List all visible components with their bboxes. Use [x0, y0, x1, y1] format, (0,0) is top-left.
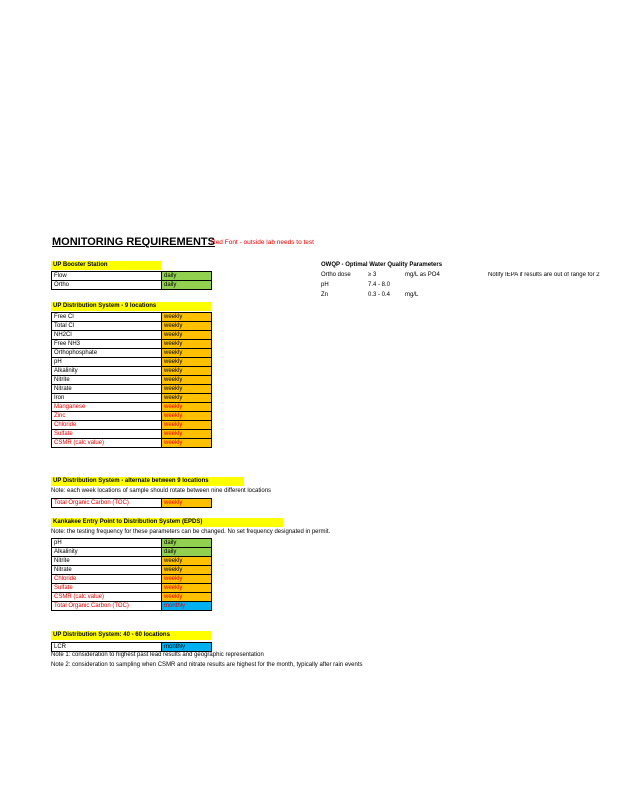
- param-cell: Nitrite: [52, 557, 162, 566]
- param-cell: Flow: [52, 272, 162, 281]
- kankakee-header: Kankakee Entry Point to Distribution System (EPDS): [51, 518, 283, 527]
- param-cell: Alkalinity: [52, 548, 162, 557]
- owqp-param: Ortho dose: [321, 272, 351, 278]
- frequency-cell: daily: [162, 281, 212, 290]
- table-row: [52, 412, 212, 421]
- frequency-cell: weekly: [162, 385, 212, 394]
- frequency-cell: weekly: [162, 575, 212, 584]
- owqp-param: Zn: [321, 292, 329, 298]
- frequency-cell: weekly: [162, 499, 212, 508]
- table-row: [52, 322, 212, 331]
- param-cell: Sulfate: [52, 430, 162, 439]
- owqp-range: 0.3 - 0.4: [368, 292, 391, 298]
- table-row: [52, 593, 212, 602]
- frequency-cell: weekly: [162, 430, 212, 439]
- owqp-notify: Notify IEPA if results are out of range for 2: [488, 272, 600, 278]
- frequency-cell: weekly: [162, 313, 212, 322]
- param-cell: Total Organic Carbon (TOC): [52, 602, 162, 611]
- frequency-cell: daily: [162, 548, 212, 557]
- red-font-note: Red Font - outside lab needs to test: [211, 239, 314, 246]
- table-row: [52, 548, 212, 557]
- owqp-range: 7.4 - 8.0: [368, 282, 391, 288]
- frequency-cell: weekly: [162, 340, 212, 349]
- frequency-cell: weekly: [162, 566, 212, 575]
- frequency-cell: weekly: [162, 421, 212, 430]
- frequency-cell: daily: [162, 272, 212, 281]
- param-cell: Nitrate: [52, 385, 162, 394]
- table-row: [52, 340, 212, 349]
- lcr-table: [51, 642, 212, 652]
- param-cell: Total Cl: [52, 322, 162, 331]
- owqp-range: ≥ 3: [368, 272, 377, 278]
- page-title: MONITORING REQUIREMENTS: [52, 236, 215, 248]
- owqp-unit: mg/L as PO4: [405, 272, 440, 278]
- frequency-cell: weekly: [162, 557, 212, 566]
- param-cell: Orthophosphate: [52, 349, 162, 358]
- param-cell: Nitrate: [52, 566, 162, 575]
- frequency-cell: weekly: [162, 349, 212, 358]
- param-cell: Iron: [52, 394, 162, 403]
- kankakee-note: Note: the testing frequency for these parameters can be changed. No set frequency designated in permit.: [51, 529, 331, 535]
- param-cell: Nitrite: [52, 376, 162, 385]
- param-cell: pH: [52, 358, 162, 367]
- table-row: [52, 331, 212, 340]
- frequency-cell: weekly: [162, 376, 212, 385]
- distribution-header: UP Distribution System - 9 locations: [51, 302, 211, 311]
- frequency-cell: weekly: [162, 412, 212, 421]
- table-row: [52, 349, 212, 358]
- table-row: [52, 367, 212, 376]
- frequency-cell: weekly: [162, 394, 212, 403]
- table-row: [52, 584, 212, 593]
- param-cell: LCR: [52, 643, 162, 652]
- param-cell: NH2Cl: [52, 331, 162, 340]
- frequency-cell: weekly: [162, 593, 212, 602]
- frequency-cell: weekly: [162, 331, 212, 340]
- lcr-note-1: Note 1: consideration to highest past lead results and geographic representation: [51, 652, 264, 658]
- table-row: [52, 602, 212, 611]
- param-cell: Free NH3: [52, 340, 162, 349]
- table-row: [52, 539, 212, 548]
- table-row: [52, 376, 212, 385]
- param-cell: Manganese: [52, 403, 162, 412]
- param-cell: Ortho: [52, 281, 162, 290]
- table-row: [52, 557, 212, 566]
- table-row: [52, 499, 212, 508]
- frequency-cell: monthly: [162, 643, 212, 652]
- booster-table: [51, 271, 212, 290]
- table-row: [52, 281, 212, 290]
- table-row: [52, 385, 212, 394]
- table-row: [52, 403, 212, 412]
- param-cell: CSMR (calc value): [52, 439, 162, 448]
- frequency-cell: weekly: [162, 403, 212, 412]
- table-row: [52, 643, 212, 652]
- table-row: [52, 566, 212, 575]
- table-row: [52, 394, 212, 403]
- table-row: [52, 421, 212, 430]
- booster-header: UP Booster Station: [51, 261, 161, 270]
- alternate-note: Note: each week locations of sample should rotate between nine different locations: [51, 488, 272, 494]
- table-row: [52, 430, 212, 439]
- frequency-cell: weekly: [162, 358, 212, 367]
- table-row: [52, 358, 212, 367]
- param-cell: Alkalinity: [52, 367, 162, 376]
- frequency-cell: weekly: [162, 367, 212, 376]
- lcr-note-2: Note 2: consideration to sampling when CSMR and nitrate results are highest for the month, typically after rain events: [51, 662, 363, 668]
- frequency-cell: weekly: [162, 322, 212, 331]
- owqp-param: pH: [321, 282, 329, 288]
- frequency-cell: weekly: [162, 584, 212, 593]
- distribution-table: [51, 312, 212, 448]
- alternate-table: [51, 498, 212, 508]
- param-cell: Chloride: [52, 421, 162, 430]
- frequency-cell: monthly: [162, 602, 212, 611]
- frequency-cell: weekly: [162, 439, 212, 448]
- table-row: [52, 439, 212, 448]
- param-cell: Free Cl: [52, 313, 162, 322]
- lcr-header: UP Distribution System: 40 - 60 locations: [51, 631, 211, 640]
- param-cell: Zinc: [52, 412, 162, 421]
- owqp-header: OWQP - Optimal Water Quality Parameters: [321, 262, 443, 268]
- table-row: [52, 313, 212, 322]
- table-row: [52, 272, 212, 281]
- table-row: [52, 575, 212, 584]
- frequency-cell: daily: [162, 539, 212, 548]
- param-cell: CSMR (calc value): [52, 593, 162, 602]
- param-cell: Sulfate: [52, 584, 162, 593]
- param-cell: pH: [52, 539, 162, 548]
- param-cell: Total Organic Carbon (TOC): [52, 499, 162, 508]
- kankakee-table: [51, 538, 212, 611]
- alternate-header: UP Distribution System - alternate between 9 locations: [51, 477, 244, 486]
- owqp-unit: mg/L: [405, 292, 419, 298]
- param-cell: Chloride: [52, 575, 162, 584]
